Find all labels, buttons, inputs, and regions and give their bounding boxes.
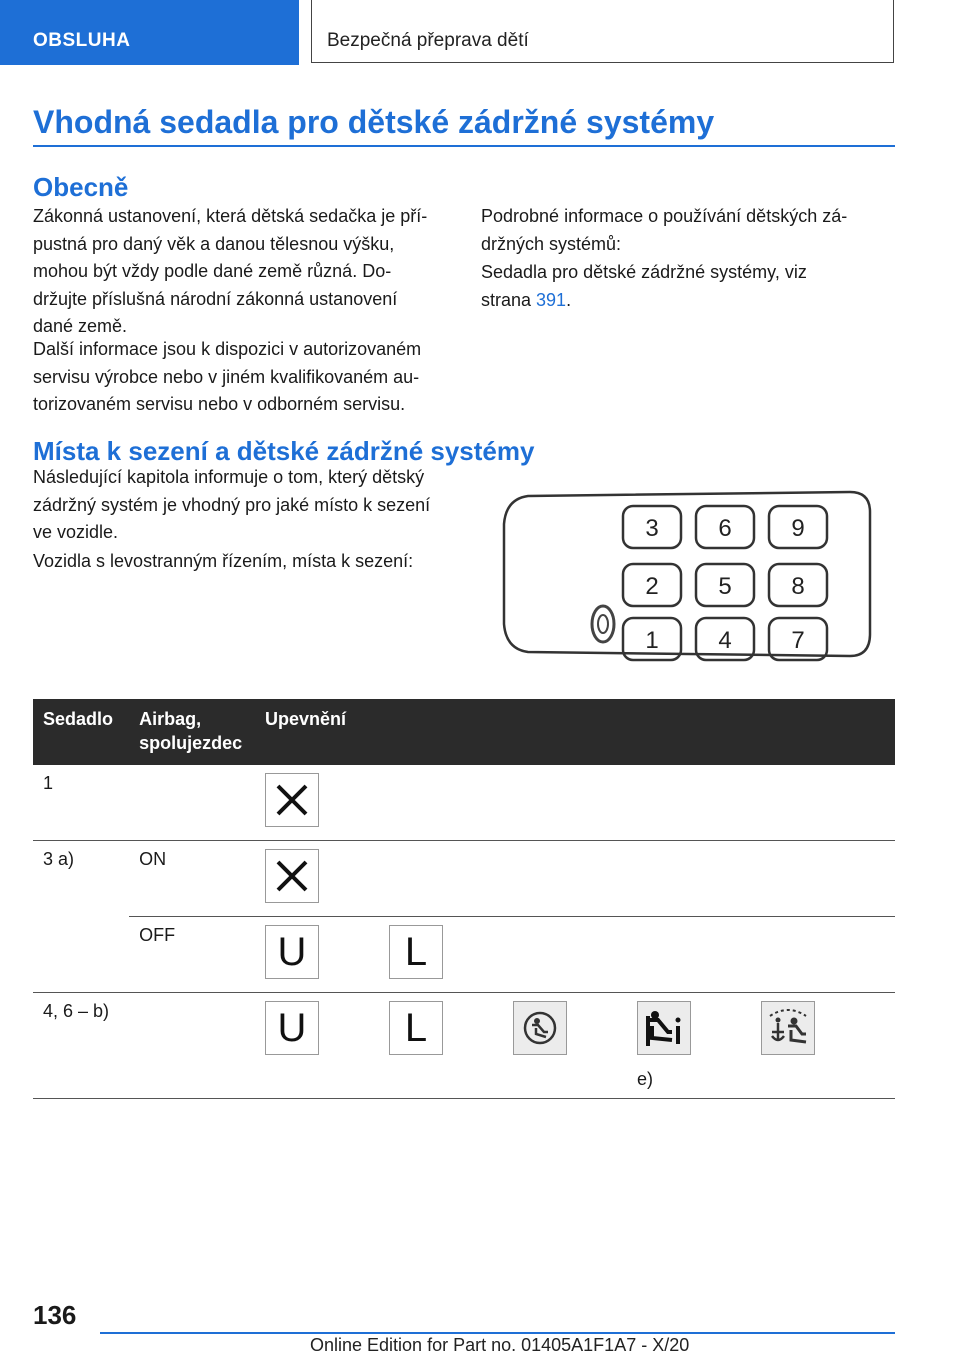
cell-airbag	[129, 765, 255, 841]
seat-number: 7	[791, 627, 805, 654]
cross-icon	[265, 773, 319, 827]
cell-icons	[255, 993, 895, 1099]
chapter-label: Bezpečná přeprava dětí	[327, 30, 529, 51]
table-row	[33, 765, 895, 841]
table-row	[33, 841, 895, 917]
cell-icons	[255, 765, 895, 841]
seat-number: 3	[645, 515, 659, 542]
seating-intro: Následující kapitola informuje o tom, který dětský zádržný systém je vhodný pro jaké místo k sezení ve vozidle.	[33, 467, 431, 542]
seating-heading: Místa k sezení a dětské zádržné systémy	[33, 436, 535, 466]
page-number: 136	[33, 1300, 77, 1330]
general-paragraph-1: Zákonná ustanovení, která dětská sedačka je pří- pustná pro daný věk a danou tělesnou výšku, mohou být vždy podle dané země různá. Do- držujte příslušná národní zákonná ustanovení dané země.	[33, 206, 428, 336]
isofix-anchor-seat-icon	[761, 1001, 815, 1055]
header-seat: Sedadlo	[33, 699, 129, 765]
page-title: Vhodná sedadla pro dětské zádržné systémy	[33, 104, 715, 140]
isize-seat-icon	[637, 1001, 691, 1055]
header-mounting: Upevnění	[255, 699, 895, 765]
table-header	[33, 699, 895, 765]
cell-seat	[33, 917, 129, 993]
footer-rule	[100, 1332, 895, 1334]
cell-airbag: OFF	[129, 917, 255, 993]
universal-u-icon: U	[265, 925, 319, 979]
seat-number: 6	[718, 515, 732, 542]
cell-seat: 4, 6 – b)	[33, 993, 129, 1099]
seating-intro-2: Vozidla s levostranným řízením, místa k sezení:	[33, 551, 414, 571]
cross-icon	[265, 849, 319, 903]
general-heading: Obecně	[33, 172, 129, 202]
cell-airbag	[129, 993, 255, 1099]
seat-number: 1	[645, 627, 659, 654]
general-paragraph-2: Další informace jsou k dispozici v autorizovaném servisu výrobce nebo v jiném kvalifikovaném au- torizovaném servisu nebo v odborném servisu.	[33, 339, 422, 414]
seat-number: 4	[718, 627, 732, 654]
semi-universal-l-icon: L	[389, 925, 443, 979]
cell-icons	[255, 841, 895, 917]
seat-number: 2	[645, 573, 659, 600]
cell-seat: 3 a)	[43, 849, 75, 869]
semi-universal-l-icon: L	[389, 1001, 443, 1055]
reference-paragraph: Sedadla pro dětské zádržné systémy, viz strana 391.	[481, 262, 807, 310]
seat-table	[33, 699, 895, 1099]
general-paragraph-3: Podrobné informace o používání dětských zá- držných systémů:	[481, 206, 848, 254]
footer-edition: Online Edition for Part no. 01405A1F1A7 - X/20	[310, 1335, 690, 1355]
chapter-box	[311, 0, 894, 63]
table-row	[33, 917, 895, 993]
seat-layout-diagram	[498, 484, 878, 666]
steering-wheel-icon	[592, 606, 614, 642]
cell-seat: 1	[33, 765, 129, 841]
header-airbag: Airbag, spolujezdec	[129, 699, 255, 765]
cell-icons	[255, 917, 895, 993]
section-tab	[0, 0, 299, 65]
section-label: OBSLUHA	[33, 30, 131, 51]
footnote-label: e)	[637, 1069, 654, 1089]
title-rule	[33, 145, 895, 147]
isofix-seat-icon	[513, 1001, 567, 1055]
seat-number: 9	[791, 515, 805, 542]
seat-number: 5	[718, 573, 732, 600]
universal-u-icon: U	[265, 1001, 319, 1055]
table-row	[33, 993, 895, 1099]
seat-number: 8	[791, 573, 805, 600]
page-reference-link[interactable]: 391	[536, 289, 567, 310]
cell-airbag: ON	[129, 841, 255, 917]
